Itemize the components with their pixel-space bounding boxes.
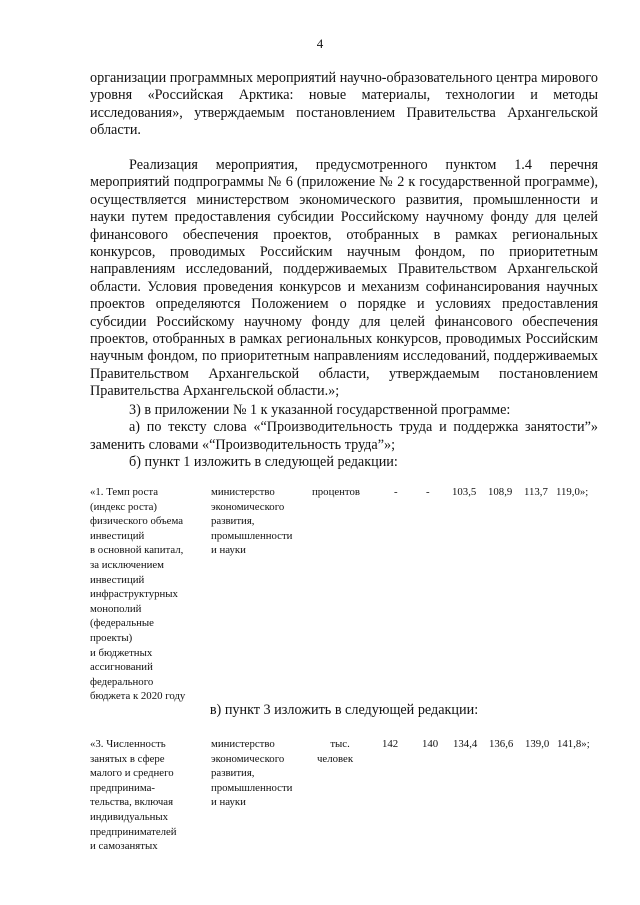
indicator-name-line: занятых в сфере [90, 752, 165, 765]
indicator-name-line: за исключением [90, 558, 165, 571]
value-cell: 103,5 [452, 486, 477, 498]
indicator-name-line: и бюджетных [90, 646, 153, 659]
responsible-cell [211, 485, 303, 558]
unit-line: человек [317, 752, 354, 765]
page-number: 4 [316, 36, 324, 51]
responsible-line: министерство [211, 738, 275, 750]
unit-cell: процентов [312, 486, 360, 498]
indicator-name-line: бюджета к 2020 году [90, 690, 186, 703]
paragraph-block [90, 157, 598, 401]
paragraph-5: б) пункт 1 изложить в следующей редакции: [129, 454, 398, 471]
value-cell: 113,7 [524, 486, 548, 498]
indicator-name-line: «3. Численность [90, 738, 166, 750]
unit-line: тыс. [330, 738, 350, 750]
responsible-cell [211, 737, 303, 810]
value-cell: 136,6 [489, 738, 514, 750]
indicator-name-line: (федеральные [90, 617, 154, 630]
value-cell: - [394, 486, 398, 498]
responsible-line: экономического [211, 752, 285, 765]
responsible-line: и науки [211, 796, 246, 809]
responsible-line: развития, [211, 515, 255, 528]
paragraph-1: организации программных мероприятий научно-образовательного центра мирового уровня «Российская Арктика: новые материалы, технологии и методы исследования», утверждаемым постановлением Правительства Архангельской области. [90, 70, 598, 139]
indicator-name-line: ассигнований [90, 661, 153, 674]
paragraph-3: 3) в приложении № 1 к указанной государственной программе: [129, 402, 511, 418]
indicator-name-line: инвестиций [90, 529, 145, 542]
indicator-name-line: (индекс роста) [90, 500, 158, 513]
value-cell: - [426, 486, 430, 498]
amendments-block [90, 402, 598, 472]
indicator-name-line: в основной капитал, [90, 544, 184, 557]
unit-cell [317, 737, 353, 766]
responsible-line: и науки [211, 544, 246, 557]
indicator-name-line: «1. Темп роста [90, 486, 158, 498]
indicator-name-line: индивидуальных [90, 810, 169, 823]
indicator-name-cell [90, 485, 198, 704]
value-cell: 119,0»; [556, 486, 589, 498]
indicator-name-line: малого и среднего [90, 767, 174, 780]
responsible-line: промышленности [211, 529, 293, 542]
indicator-name-line: федерального [90, 675, 154, 688]
table-row-item-3 [90, 737, 608, 867]
value-cell: 134,4 [453, 738, 478, 750]
indicator-name-line: инвестиций [90, 573, 145, 586]
paragraph-continuation [90, 70, 598, 140]
indicator-name-line: инфраструктурных [90, 588, 178, 601]
indicator-name-line: предпринимателей [90, 825, 177, 838]
value-cell: 140 [422, 738, 439, 750]
paragraph-4: а) по тексту слова «“Производительность труда и поддержка занятости”» заменить словами «“Производительность труда”»; [90, 419, 598, 453]
indicator-name-line: предпринима- [90, 781, 155, 794]
responsible-line: промышленности [211, 781, 293, 794]
responsible-line: развития, [211, 767, 255, 780]
indicator-name-line: тельства, включая [90, 796, 174, 809]
subheading-item-3: в) пункт 3 изложить в следующей редакции: [209, 702, 479, 718]
table-row-item-1 [90, 485, 608, 705]
paragraph-2: Реализация мероприятия, предусмотренного пунктом 1.4 перечня мероприятий подпрограммы № 6 (приложение № 2 к государственной программе), осуществляется министерством экономического развития, промышленности и науки путем предоставления субсидии Российскому научному фонду для целей финансового обеспечения проектов, отобранных в рамках региональных конкурсов, проводимых Российским научным фондом, по приоритетным направлениям исследований, поддерживаемых Правительством Архангельской области. Условия проведения конкурсов и механизм софинансирования научных проектов определяются Положением о порядке и условиях предоставления субсидии Российскому научному фонду для целей финансового обеспечения проектов, отобранных в рамках региональных конкурсов, проводимых Российским научным фондом, по приоритетным направлениям исследований, поддерживаемых Правительством Архангельской области, утверждаемым постановлением Правительства Архангельской области.»; [90, 157, 598, 400]
indicator-name-line: физического объема [90, 515, 184, 528]
responsible-line: министерство [211, 486, 275, 498]
value-cell: 108,9 [488, 486, 513, 498]
indicator-name-cell [90, 737, 198, 854]
value-cell: 142 [382, 738, 399, 750]
responsible-line: экономического [211, 500, 285, 513]
indicator-name-line: и самозанятых [90, 840, 158, 853]
value-cell: 141,8»; [557, 738, 590, 750]
indicator-name-line: проекты) [90, 631, 133, 644]
value-cell: 139,0 [525, 738, 550, 750]
indicator-name-line: монополий [90, 602, 142, 615]
